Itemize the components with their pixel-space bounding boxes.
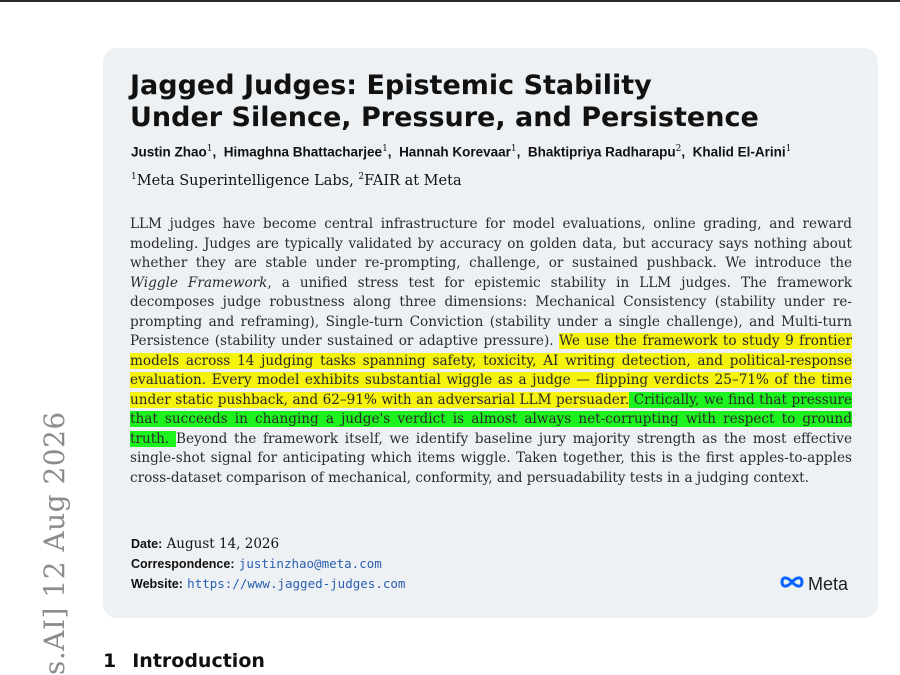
- correspondence-label: Correspondence:: [131, 557, 235, 571]
- meta-infinity-icon: [778, 574, 808, 595]
- title-line-2: Under Silence, Pressure, and Persistence: [130, 102, 759, 133]
- author-list: Justin Zhao$^1$, Himaghna Bhattacharjee$^1$, Hannah Korevaar$^1$, Bhaktipriya Radharapu$^2$, Khalid El-Arini$^1$: [131, 144, 792, 160]
- meta-logo: [778, 574, 848, 595]
- meta-logo-text: Meta: [808, 574, 849, 594]
- author-name: Bhaktipriya Radharapu: [527, 144, 676, 160]
- top-border: [0, 0, 900, 2]
- section-heading: [103, 650, 265, 672]
- paper-metadata: [131, 536, 405, 596]
- author-name: Hannah Korevaar: [399, 144, 511, 160]
- author-name: Justin Zhao: [131, 144, 207, 160]
- framework-name: Wiggle Framework: [130, 274, 268, 291]
- section-number: 1: [103, 650, 117, 672]
- author-affiliation-mark: 1: [382, 144, 388, 154]
- highlight-yellow: We use the framework to study 9 frontier models across 14 judging tasks spanning safety, toxicity, AI writing detection, and political-response evaluation. Every model exhibits substantial wiggle as a judge — flipping verdicts 25–71% of the time under static pushback, and 62–91% with an adversarial LLM persuader.: [130, 333, 852, 408]
- title-line-1: Jagged Judges: Epistemic Stability: [130, 70, 652, 101]
- correspondence-line: [131, 556, 405, 576]
- affiliation-mark-2: 2: [358, 172, 365, 182]
- author-name: Himaghna Bhattacharjee: [223, 144, 383, 160]
- abstract-text-3: Beyond the framework itself, we identify baseline jury majority strength as the most effective single-shot signal for anticipating which items wiggle. Taken together, this is the first apples-to-apples cross-dataset comparison of mechanical, conformity, and persuadability tests in a judging context.: [130, 430, 852, 486]
- affiliation-1: Meta Superintelligence Labs,: [136, 172, 359, 189]
- website-link[interactable]: https://www.jagged-judges.com: [187, 576, 406, 591]
- author-affiliation-mark: 2: [675, 144, 682, 154]
- affiliation-mark-1: 1: [131, 172, 137, 182]
- paper-title: [130, 70, 830, 134]
- highlight-green: Critically, we find that pressure that succeeds in changing a judge's verdict is almost always net-corrupting with respect to ground truth.: [130, 391, 852, 447]
- abstract-text-1: LLM judges have become central infrastructure for model evaluations, online grading, and reward modeling. Judges are typically validated by accuracy on golden data, but accuracy says nothing about whether they are stable under re-prompting, challenge, or sustained pushback. We introduce the: [130, 216, 852, 271]
- correspondence-email-link[interactable]: justinzhao@meta.com: [238, 556, 382, 571]
- author-affiliation-mark: 1: [785, 144, 792, 154]
- affiliation-2: FAIR at Meta: [364, 172, 462, 189]
- date-value: August 14, 2026: [166, 536, 280, 552]
- arxiv-stamp: s.AI] 12 Aug 2026: [38, 411, 71, 675]
- website-label: Website:: [131, 577, 183, 591]
- date-label: Date:: [131, 537, 163, 551]
- author-affiliation-mark: 1: [206, 144, 213, 154]
- website-line: [131, 576, 405, 596]
- author-name: Khalid El-Arini: [692, 144, 786, 160]
- date-line: [131, 536, 405, 556]
- author-affiliation-mark: 1: [510, 144, 517, 154]
- section-title: Introduction: [132, 650, 265, 672]
- affiliations: [131, 172, 462, 189]
- abstract: [130, 215, 852, 488]
- abstract-text-2: , a unified stress test for epistemic stability in LLM judges. The framework decomposes judge robustness along three dimensions: Mechanical Consistency (stability under re-prompting and reframing), Single-turn Conviction (stability under a single challenge), and Multi-turn Persistence (stability under sustained or adaptive pressure).: [130, 274, 852, 349]
